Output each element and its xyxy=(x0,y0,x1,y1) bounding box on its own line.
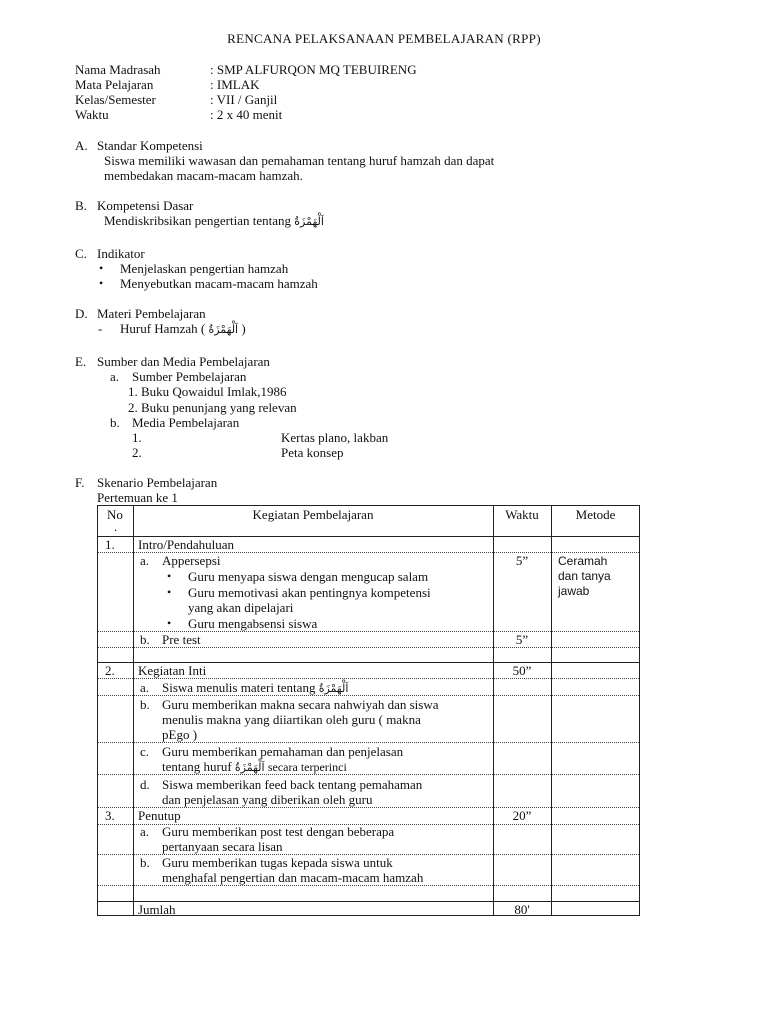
item-letter: b. xyxy=(140,697,150,712)
method-text: dan tanya xyxy=(558,569,611,583)
learning-scenario-table xyxy=(97,505,640,916)
paragraph-line: Siswa memiliki wawasan dan pemahaman tentang huruf hamzah dan dapat xyxy=(104,153,495,168)
indicator-item: • Menyebutkan macam-macam hamzah xyxy=(120,276,318,291)
section-heading: Indikator xyxy=(97,246,145,261)
activity-bullet: • Guru menyapa siswa dengan mengucap salam xyxy=(188,569,428,584)
row-divider xyxy=(98,647,639,648)
item-letter: d. xyxy=(140,777,150,792)
row-divider xyxy=(98,678,639,679)
identity-label: Nama Madrasah xyxy=(75,62,161,77)
header-no-dot: . xyxy=(114,519,118,534)
media-num: 1. xyxy=(132,430,142,445)
identity-value: : 2 x 40 menit xyxy=(210,107,283,122)
indicator-item: • Menjelaskan pengertian hamzah xyxy=(120,261,288,276)
meeting-label: Pertemuan ke 1 xyxy=(97,490,178,505)
section-letter: B. xyxy=(75,198,87,213)
section-heading: Kompetensi Dasar xyxy=(97,198,194,213)
identity-label: Waktu xyxy=(75,107,109,122)
identity-label: Mata Pelajaran xyxy=(75,77,154,92)
item-text-part: tentang huruf xyxy=(162,759,232,774)
item-line: Guru memberikan tugas kepada siswa untuk xyxy=(162,855,393,870)
item-text-part: Siswa menulis materi tentang xyxy=(162,680,316,695)
item-line: Siswa memberikan feed back tentang pemahaman xyxy=(162,777,423,792)
item-line: pertanyaan secara lisan xyxy=(162,839,283,854)
total-time: 80' xyxy=(514,902,530,917)
item-letter: b. xyxy=(140,632,150,647)
activity-title: Kegiatan Inti xyxy=(138,663,207,678)
activity-title: Penutup xyxy=(138,808,181,823)
activity-bullet: • Guru memotivasi akan pentingnya kompetensi xyxy=(188,585,431,600)
identity-label: Kelas/Semester xyxy=(75,92,156,107)
arabic-term: اَلْهَمْزَةُ xyxy=(318,682,349,695)
media-item: Peta konsep xyxy=(281,445,344,460)
media-num: 2. xyxy=(132,445,142,460)
section-heading: Standar Kompetensi xyxy=(97,138,203,153)
source-item: 2. Buku penunjang yang relevan xyxy=(128,400,297,415)
item-text: Appersepsi xyxy=(162,553,221,568)
item-line: menulis makna yang diiartikan oleh guru ( makna xyxy=(162,712,421,727)
material-close: ) xyxy=(241,321,246,336)
section-heading: Materi Pembelajaran xyxy=(97,306,206,321)
time-value: 5” xyxy=(515,632,529,647)
paragraph-line xyxy=(104,213,324,229)
item-text: Pre test xyxy=(162,632,201,647)
item-line: Guru memberikan makna secara nahwiyah dan siswa xyxy=(162,697,439,712)
material-text: Huruf Hamzah ( xyxy=(120,321,206,336)
item-letter: a. xyxy=(140,553,150,568)
item-letter: c. xyxy=(140,744,150,759)
activity-title: Intro/Pendahuluan xyxy=(138,537,235,552)
header-metode: Metode xyxy=(575,507,616,522)
item-letter: a. xyxy=(140,824,150,839)
row-number: 3. xyxy=(105,808,115,823)
row-divider xyxy=(98,901,639,902)
section-heading: Skenario Pembelajaran xyxy=(97,475,218,490)
activity-bullet: • Guru mengabsensi siswa xyxy=(188,616,317,631)
item-line: Guru memberikan post test dengan beberapa xyxy=(162,824,395,839)
item-line: dan penjelasan yang diberikan oleh guru xyxy=(162,792,373,807)
row-number: 1. xyxy=(105,537,115,552)
identity-value: : SMP ALFURQON MQ TEBUIRENG xyxy=(210,62,417,77)
item-line: Guru memberikan pemahaman dan penjelasan xyxy=(162,744,404,759)
item-letter: a. xyxy=(140,680,150,695)
time-value: 5” xyxy=(515,553,529,568)
activity-line: yang akan dipelajari xyxy=(188,600,294,615)
item-letter: b. xyxy=(140,855,150,870)
method-text: Ceramah xyxy=(558,554,608,568)
header-kegiatan: Kegiatan Pembelajaran xyxy=(252,507,374,522)
section-letter: F. xyxy=(75,475,85,490)
item-line: pEgo ) xyxy=(162,727,198,742)
header-no: No xyxy=(107,507,123,522)
section-letter: A. xyxy=(75,138,88,153)
item-text-part: secara terperinci xyxy=(267,760,347,774)
competency-text: Mendiskribsikan pengertian tentang xyxy=(104,213,292,228)
sub-letter: b. xyxy=(110,415,120,430)
document-title: RENCANA PELAKSANAAN PEMBELAJARAN (RPP) xyxy=(227,31,541,46)
arabic-term: اَلْهَمْزَةُ xyxy=(208,323,239,336)
total-label: Jumlah xyxy=(138,902,176,917)
sub-letter: a. xyxy=(110,369,120,384)
source-item: 1. Buku Qowaidul Imlak,1986 xyxy=(128,384,287,399)
row-divider xyxy=(98,742,639,743)
row-divider xyxy=(98,885,639,886)
row-number: 2. xyxy=(105,663,115,678)
sub-heading: Media Pembelajaran xyxy=(132,415,240,430)
dash-marker: - xyxy=(98,321,103,336)
section-letter: D. xyxy=(75,306,88,321)
section-letter: E. xyxy=(75,354,87,369)
identity-value: : IMLAK xyxy=(210,77,260,92)
method-text: jawab xyxy=(558,584,590,598)
sub-heading: Sumber Pembelajaran xyxy=(132,369,247,384)
item-line xyxy=(162,759,347,775)
arabic-term: اَلْهَمْزَةُ xyxy=(294,215,324,228)
section-letter: C. xyxy=(75,246,87,261)
arabic-term: اَلْهَمْزَةُ xyxy=(234,761,265,774)
paragraph-line: membedakan macam-macam hamzah. xyxy=(104,168,303,183)
item-line: menghafal pengertian dan macam-macam hamzah xyxy=(162,870,424,885)
identity-value: : VII / Ganjil xyxy=(210,92,278,107)
item-text xyxy=(162,680,348,696)
time-value: 20” xyxy=(512,808,532,823)
time-value: 50” xyxy=(512,663,532,678)
section-heading: Sumber dan Media Pembelajaran xyxy=(97,354,270,369)
material-item xyxy=(120,321,246,337)
media-item: Kertas plano, lakban xyxy=(281,430,389,445)
header-waktu: Waktu xyxy=(505,507,539,522)
